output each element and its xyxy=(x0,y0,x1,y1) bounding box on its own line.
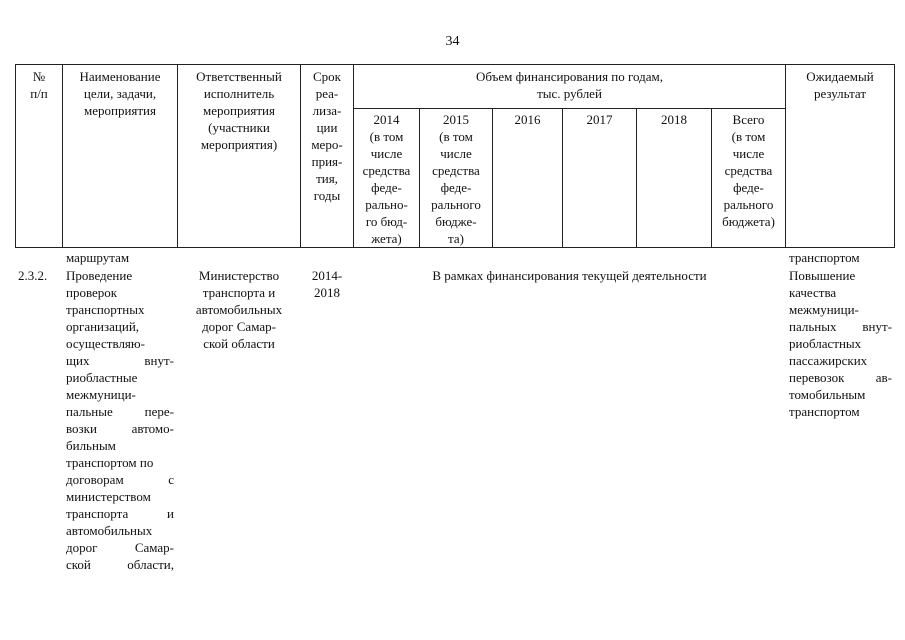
col-divider xyxy=(636,108,637,248)
header-bottom-border xyxy=(15,247,894,248)
page-number: 34 xyxy=(445,34,460,49)
prev-row-name-tail: маршрутам xyxy=(66,250,130,265)
header-funding-title: Объем финансирования по годам, тыс. рублей xyxy=(475,69,664,101)
prev-row-result-tail: транспортом xyxy=(789,250,860,265)
header-term: Срок реа- лиза- ции меро- прия- тия, годы xyxy=(311,69,343,203)
header-name: Наименование цели, задачи, мероприятия xyxy=(79,69,161,118)
header-total: Всего (в том числе средства феде- рального бюджета) xyxy=(722,112,775,229)
header-responsible: Ответственный исполнитель мероприятия (участники мероприятия) xyxy=(196,69,282,152)
table-top-border xyxy=(15,64,894,65)
row-funding: В рамках финансирования текущей деятельности xyxy=(432,268,707,283)
row-name: Проведение проверок транспортных организаций, осуществляю- щих внут- риобластные межмуници- пальные пере- возки автомо- бильным транспортом по договорам с министерством транспорта и автомобильных дорог Самар- ской области, xyxy=(66,268,174,572)
row-number: 2.3.2. xyxy=(18,268,48,283)
header-year-2015: 2015 (в том числе средства феде- рального бюдже- та) xyxy=(431,112,481,246)
header-num: № п/п xyxy=(30,69,48,101)
header-year-2018: 2018 xyxy=(661,112,687,127)
row-expected-result: Повышение качества межмуници- пальных внут- риобластных пассажирских перевозок ав- томобильным транспортом xyxy=(789,268,892,419)
row-responsible: Министерство транспорта и автомобильных дорог Самар- ской области xyxy=(195,268,283,351)
header-year-2017: 2017 xyxy=(586,112,613,127)
header-year-2016: 2016 xyxy=(514,112,541,127)
funding-header-divider xyxy=(353,108,785,109)
col-divider xyxy=(562,108,563,248)
row-term: 2014- 2018 xyxy=(311,268,343,300)
header-result: Ожидаемый результат xyxy=(806,69,874,101)
header-year-2014: 2014 (в том числе средства феде- рально- го бюд- жета) xyxy=(362,112,411,246)
